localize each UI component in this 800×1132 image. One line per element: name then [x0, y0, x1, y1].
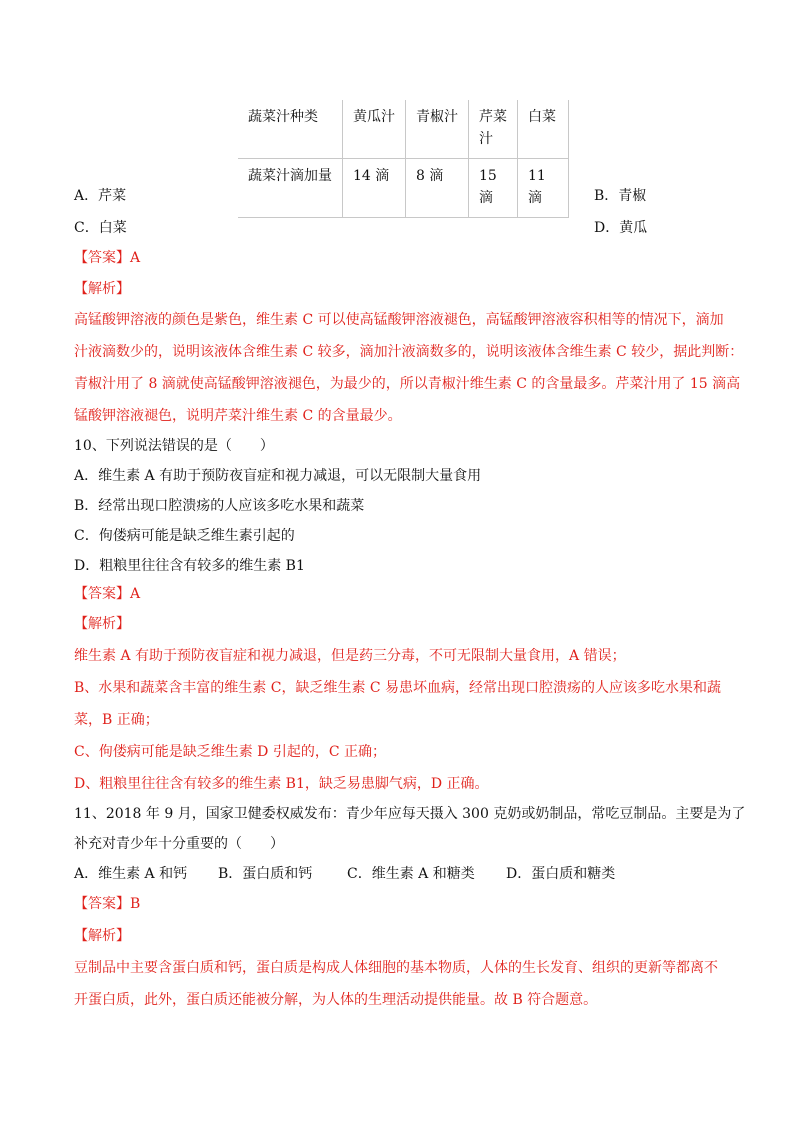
- analysis-label: 【解析】: [74, 616, 130, 632]
- analysis-line: C、佝偻病可能是缺乏维生素 D 引起的，C 正确；: [74, 744, 386, 760]
- answer-label: 【答案】B: [74, 896, 141, 912]
- option-b: B．蛋白质和钙: [218, 866, 313, 882]
- table-cell: 白菜: [518, 100, 569, 159]
- question-stem: 10、下列说法错误的是（ ）: [74, 438, 274, 454]
- analysis-label: 【解析】: [74, 928, 130, 944]
- analysis-line: 豆制品中主要含蛋白质和钙，蛋白质是构成人体细胞的基本物质，人体的生长发育、组织的更新等都离不: [74, 960, 718, 976]
- question-stem: 11、2018 年 9 月，国家卫健委权威发布：青少年应每天摄入 300 克奶或奶制品，常吃豆制品。主要是为了: [74, 806, 746, 822]
- analysis-line: 菜，B 正确；: [74, 712, 159, 728]
- analysis-line: 汁液滴数少的，说明该液体含维生素 C 较多，滴加汁液滴数多的，说明该液体含维生素 C 较少，据此判断：: [74, 344, 744, 360]
- table-cell: 14 滴: [343, 159, 406, 218]
- table-cell: 青椒汁: [406, 100, 469, 159]
- answer-label: 【答案】A: [74, 586, 141, 602]
- table-cell: 蔬菜汁滴加量: [238, 159, 343, 218]
- option-d: D．蛋白质和糖类: [506, 866, 616, 882]
- table-cell: 蔬菜汁种类: [238, 100, 343, 159]
- table-cell: 芹菜汁: [469, 100, 518, 159]
- option-b: B．青椒: [594, 188, 647, 204]
- option-c: C．维生素 A 和糖类: [347, 866, 475, 882]
- table-cell: 黄瓜汁: [343, 100, 406, 159]
- analysis-line: 维生素 A 有助于预防夜盲症和视力减退，但是药三分毒，不可无限制大量食用，A 错误；: [74, 648, 626, 664]
- analysis-line: D、粗粮里往往含有较多的维生素 B1，缺乏易患脚气病，D 正确。: [74, 776, 489, 792]
- question-stem: 补充对青少年十分重要的（ ）: [74, 836, 284, 852]
- option-a: A．维生素 A 有助于预防夜盲症和视力减退，可以无限制大量食用: [74, 468, 482, 484]
- analysis-line: 锰酸钾溶液褪色，说明芹菜汁维生素 C 的含量最少。: [74, 408, 402, 424]
- table-cell: 15 滴: [469, 159, 518, 218]
- option-a: A．维生素 A 和钙: [74, 866, 188, 882]
- analysis-line: B、水果和蔬菜含丰富的维生素 C，缺乏维生素 C 易患坏血病，经常出现口腔溃疡的人应该多吃水果和蔬: [74, 680, 722, 696]
- table-header-row: [238, 100, 569, 159]
- option-b: B．经常出现口腔溃疡的人应该多吃水果和蔬菜: [74, 498, 365, 514]
- table-cell: 8 滴: [406, 159, 469, 218]
- answer-label: 【答案】A: [74, 250, 141, 266]
- analysis-line: 高锰酸钾溶液的颜色是紫色，维生素 C 可以使高锰酸钾溶液褪色，高锰酸钾溶液容积相等的情况下，滴加: [74, 312, 724, 328]
- option-c: C．佝偻病可能是缺乏维生素引起的: [74, 528, 295, 544]
- table-row: [238, 159, 569, 218]
- option-d: D．粗粮里往往含有较多的维生素 B1: [74, 558, 305, 574]
- vegetable-juice-table: [238, 100, 569, 218]
- analysis-label: 【解析】: [74, 281, 130, 297]
- table-cell: 11 滴: [518, 159, 569, 218]
- option-a: A．芹菜: [74, 188, 127, 204]
- option-c: C．白菜: [74, 220, 127, 236]
- analysis-line: 开蛋白质，此外，蛋白质还能被分解，为人体的生理活动提供能量。故 B 符合题意。: [74, 992, 598, 1008]
- option-d: D．黄瓜: [594, 220, 648, 236]
- analysis-line: 青椒汁用了 8 滴就使高锰酸钾溶液褪色，为最少的，所以青椒汁维生素 C 的含量最多。芹菜汁用了 15 滴高: [74, 376, 741, 392]
